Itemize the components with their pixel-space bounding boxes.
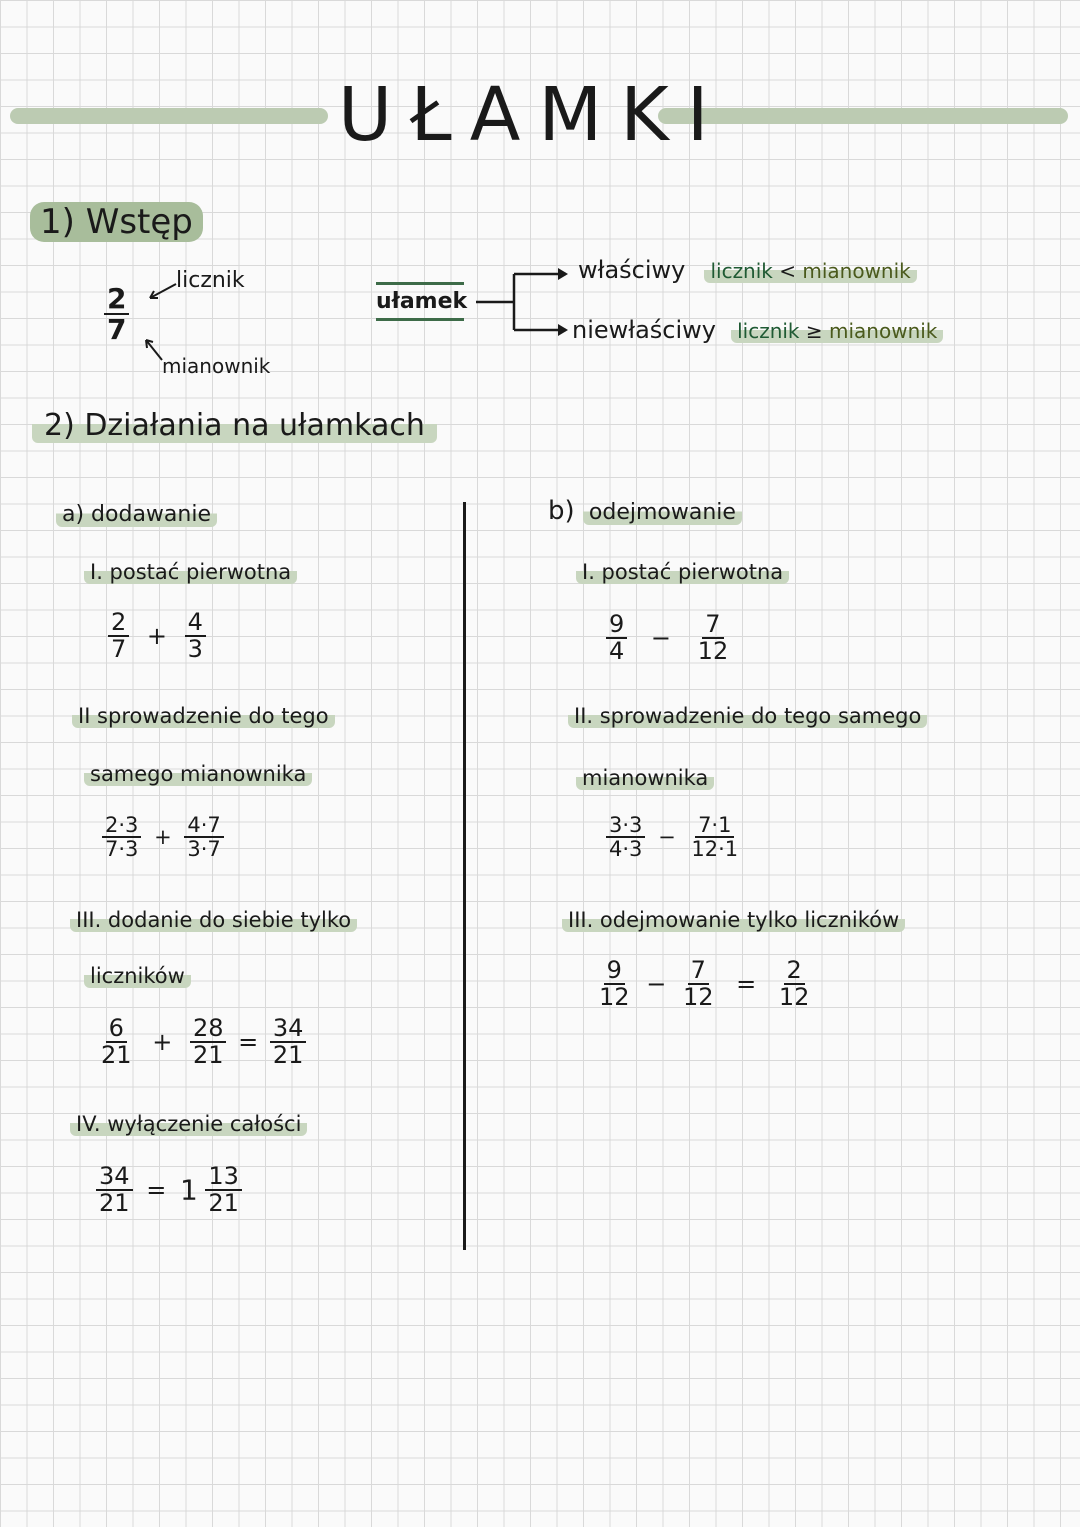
fraction-numerator: 6 (106, 1016, 127, 1043)
fraction-numerator: 7 (688, 958, 709, 985)
branch-name: niewłaściwy (572, 316, 716, 344)
fraction-denominator: 21 (99, 1189, 130, 1218)
section1-heading (30, 202, 203, 242)
a-step1-math (108, 610, 206, 662)
a-step3-label-line2-text: liczników (84, 964, 191, 988)
b-step3-label (562, 908, 905, 932)
denominator-label: mianownik (162, 354, 271, 378)
operator: + (154, 825, 172, 850)
a-step2-label-line1 (72, 704, 335, 728)
diagram-branch-proper (578, 256, 917, 284)
a-step2-label-line2 (84, 762, 312, 786)
branch-rule (731, 319, 943, 343)
column-divider (463, 502, 466, 1250)
fraction (606, 612, 627, 664)
a-step3-label-line2 (84, 964, 191, 988)
b-step1-math (606, 612, 731, 664)
rule-right: mianownik (802, 259, 911, 283)
section2-heading (32, 408, 437, 443)
a-label-text: a) dodawanie (56, 502, 217, 527)
diagram-root-label: ułamek (376, 289, 468, 314)
fraction-numerator: 4 (185, 610, 206, 637)
fraction (108, 610, 129, 662)
fraction (205, 1164, 242, 1216)
fraction-denominator: 12 (697, 637, 729, 666)
fraction-numerator: 3·3 (606, 814, 645, 838)
fraction (104, 284, 129, 345)
section2-heading-text: 2) Działania na ułamkach (32, 408, 437, 443)
b-label (548, 496, 742, 526)
fraction (184, 814, 223, 860)
equals-sign: = (238, 1028, 259, 1057)
fraction-denominator: 7·3 (105, 837, 139, 862)
fraction-denominator: 12 (599, 983, 630, 1012)
b-step3-math (596, 958, 812, 1010)
a-step4-label (70, 1112, 307, 1136)
fraction-denominator: 12·1 (691, 837, 739, 862)
fraction-denominator: 21 (192, 1041, 224, 1070)
b-step2-label-line1 (568, 704, 927, 728)
numerator-arrow-icon (144, 280, 180, 304)
operator: + (152, 1028, 173, 1057)
fraction-numerator: 7 (702, 612, 723, 639)
b-step2-label-line2-text: mianownika (576, 766, 714, 790)
fraction-numerator: 13 (205, 1164, 242, 1191)
fraction-denominator: 12 (778, 983, 810, 1012)
a-step1-label-text: I. postać pierwotna (84, 560, 297, 584)
b-label-prefix: b) (548, 496, 575, 526)
diagram-root-box (376, 282, 468, 321)
b-step1-label-text: I. postać pierwotna (576, 560, 789, 584)
rule-left: licznik (710, 259, 773, 283)
fraction (102, 814, 141, 860)
b-step2-math (606, 814, 741, 860)
fraction-numerator: 9 (606, 612, 627, 639)
equals-sign: = (736, 970, 757, 999)
operator: − (650, 624, 672, 653)
a-label (56, 502, 217, 527)
b-label-text: odejmowanie (583, 500, 742, 525)
fraction (776, 958, 813, 1010)
operator: − (646, 970, 667, 999)
a-step1-label (84, 560, 297, 584)
operator: + (146, 622, 168, 651)
a-step2-label-line2-text: samego mianownika (84, 762, 312, 786)
a-step2-math (102, 814, 224, 860)
fraction (190, 1016, 227, 1068)
fraction-denominator: 21 (101, 1041, 132, 1070)
fraction-numerator: 9 (604, 958, 625, 985)
fraction-numerator: 7·1 (695, 814, 734, 838)
rule-left: licznik (737, 319, 800, 343)
fraction-denominator: 4 (609, 637, 625, 666)
a-step4-label-text: IV. wyłączenie całości (70, 1112, 307, 1136)
diagram-branch-arrows (474, 262, 574, 342)
branch-rule (704, 259, 916, 283)
fraction-denominator: 12 (682, 983, 714, 1012)
fraction (680, 958, 717, 1010)
fraction-denominator: 7 (111, 635, 127, 664)
title-bar-left (10, 108, 328, 124)
fraction-numerator: 34 (96, 1164, 133, 1191)
rule-sign: < (779, 259, 796, 283)
fraction (606, 814, 645, 860)
page-title: UŁAMKI (338, 72, 727, 158)
b-step1-label (576, 560, 789, 584)
fraction-numerator: 2 (108, 610, 129, 637)
section1-heading-text: 1) Wstęp (30, 202, 203, 242)
fraction-numerator: 2 (104, 284, 129, 315)
a-step3-label-line1 (70, 908, 357, 932)
rule-sign: ≥ (805, 319, 823, 343)
fraction (270, 1016, 307, 1068)
b-step2-label-line1-text: II. sprowadzenie do tego samego (568, 704, 927, 728)
diagram-branch-improper (572, 316, 943, 344)
a-step2-label-line1-text: II sprowadzenie do tego (72, 704, 335, 728)
fraction (695, 612, 732, 664)
fraction (185, 610, 206, 662)
fraction-denominator: 21 (208, 1189, 239, 1218)
a-step3-math (98, 1016, 306, 1068)
whole-part: 1 (179, 1173, 198, 1207)
fraction-numerator: 28 (190, 1016, 227, 1043)
example-fraction (104, 284, 129, 345)
fraction (688, 814, 741, 860)
fraction (596, 958, 633, 1010)
fraction-numerator: 2 (784, 958, 805, 985)
equals-sign: = (146, 1176, 167, 1205)
fraction-denominator: 3 (187, 635, 203, 664)
a-step3-label-line1-text: III. dodanie do siebie tylko (70, 908, 357, 932)
fraction-denominator: 4·3 (609, 837, 643, 862)
fraction-denominator: 21 (272, 1041, 304, 1070)
fraction-denominator: 7 (107, 313, 127, 347)
fraction (98, 1016, 135, 1068)
fraction-denominator: 3·7 (187, 837, 221, 862)
fraction-numerator: 34 (270, 1016, 307, 1043)
fraction-numerator: 4·7 (184, 814, 223, 838)
a-step4-math (96, 1164, 242, 1216)
b-step2-label-line2 (576, 766, 714, 790)
b-step3-label-text: III. odejmowanie tylko liczników (562, 908, 905, 932)
numerator-label: licznik (176, 268, 245, 293)
operator: − (658, 825, 676, 850)
branch-name: właściwy (578, 256, 686, 284)
fraction-numerator: 2·3 (102, 814, 141, 838)
rule-right: mianownik (829, 319, 938, 343)
fraction (96, 1164, 133, 1216)
